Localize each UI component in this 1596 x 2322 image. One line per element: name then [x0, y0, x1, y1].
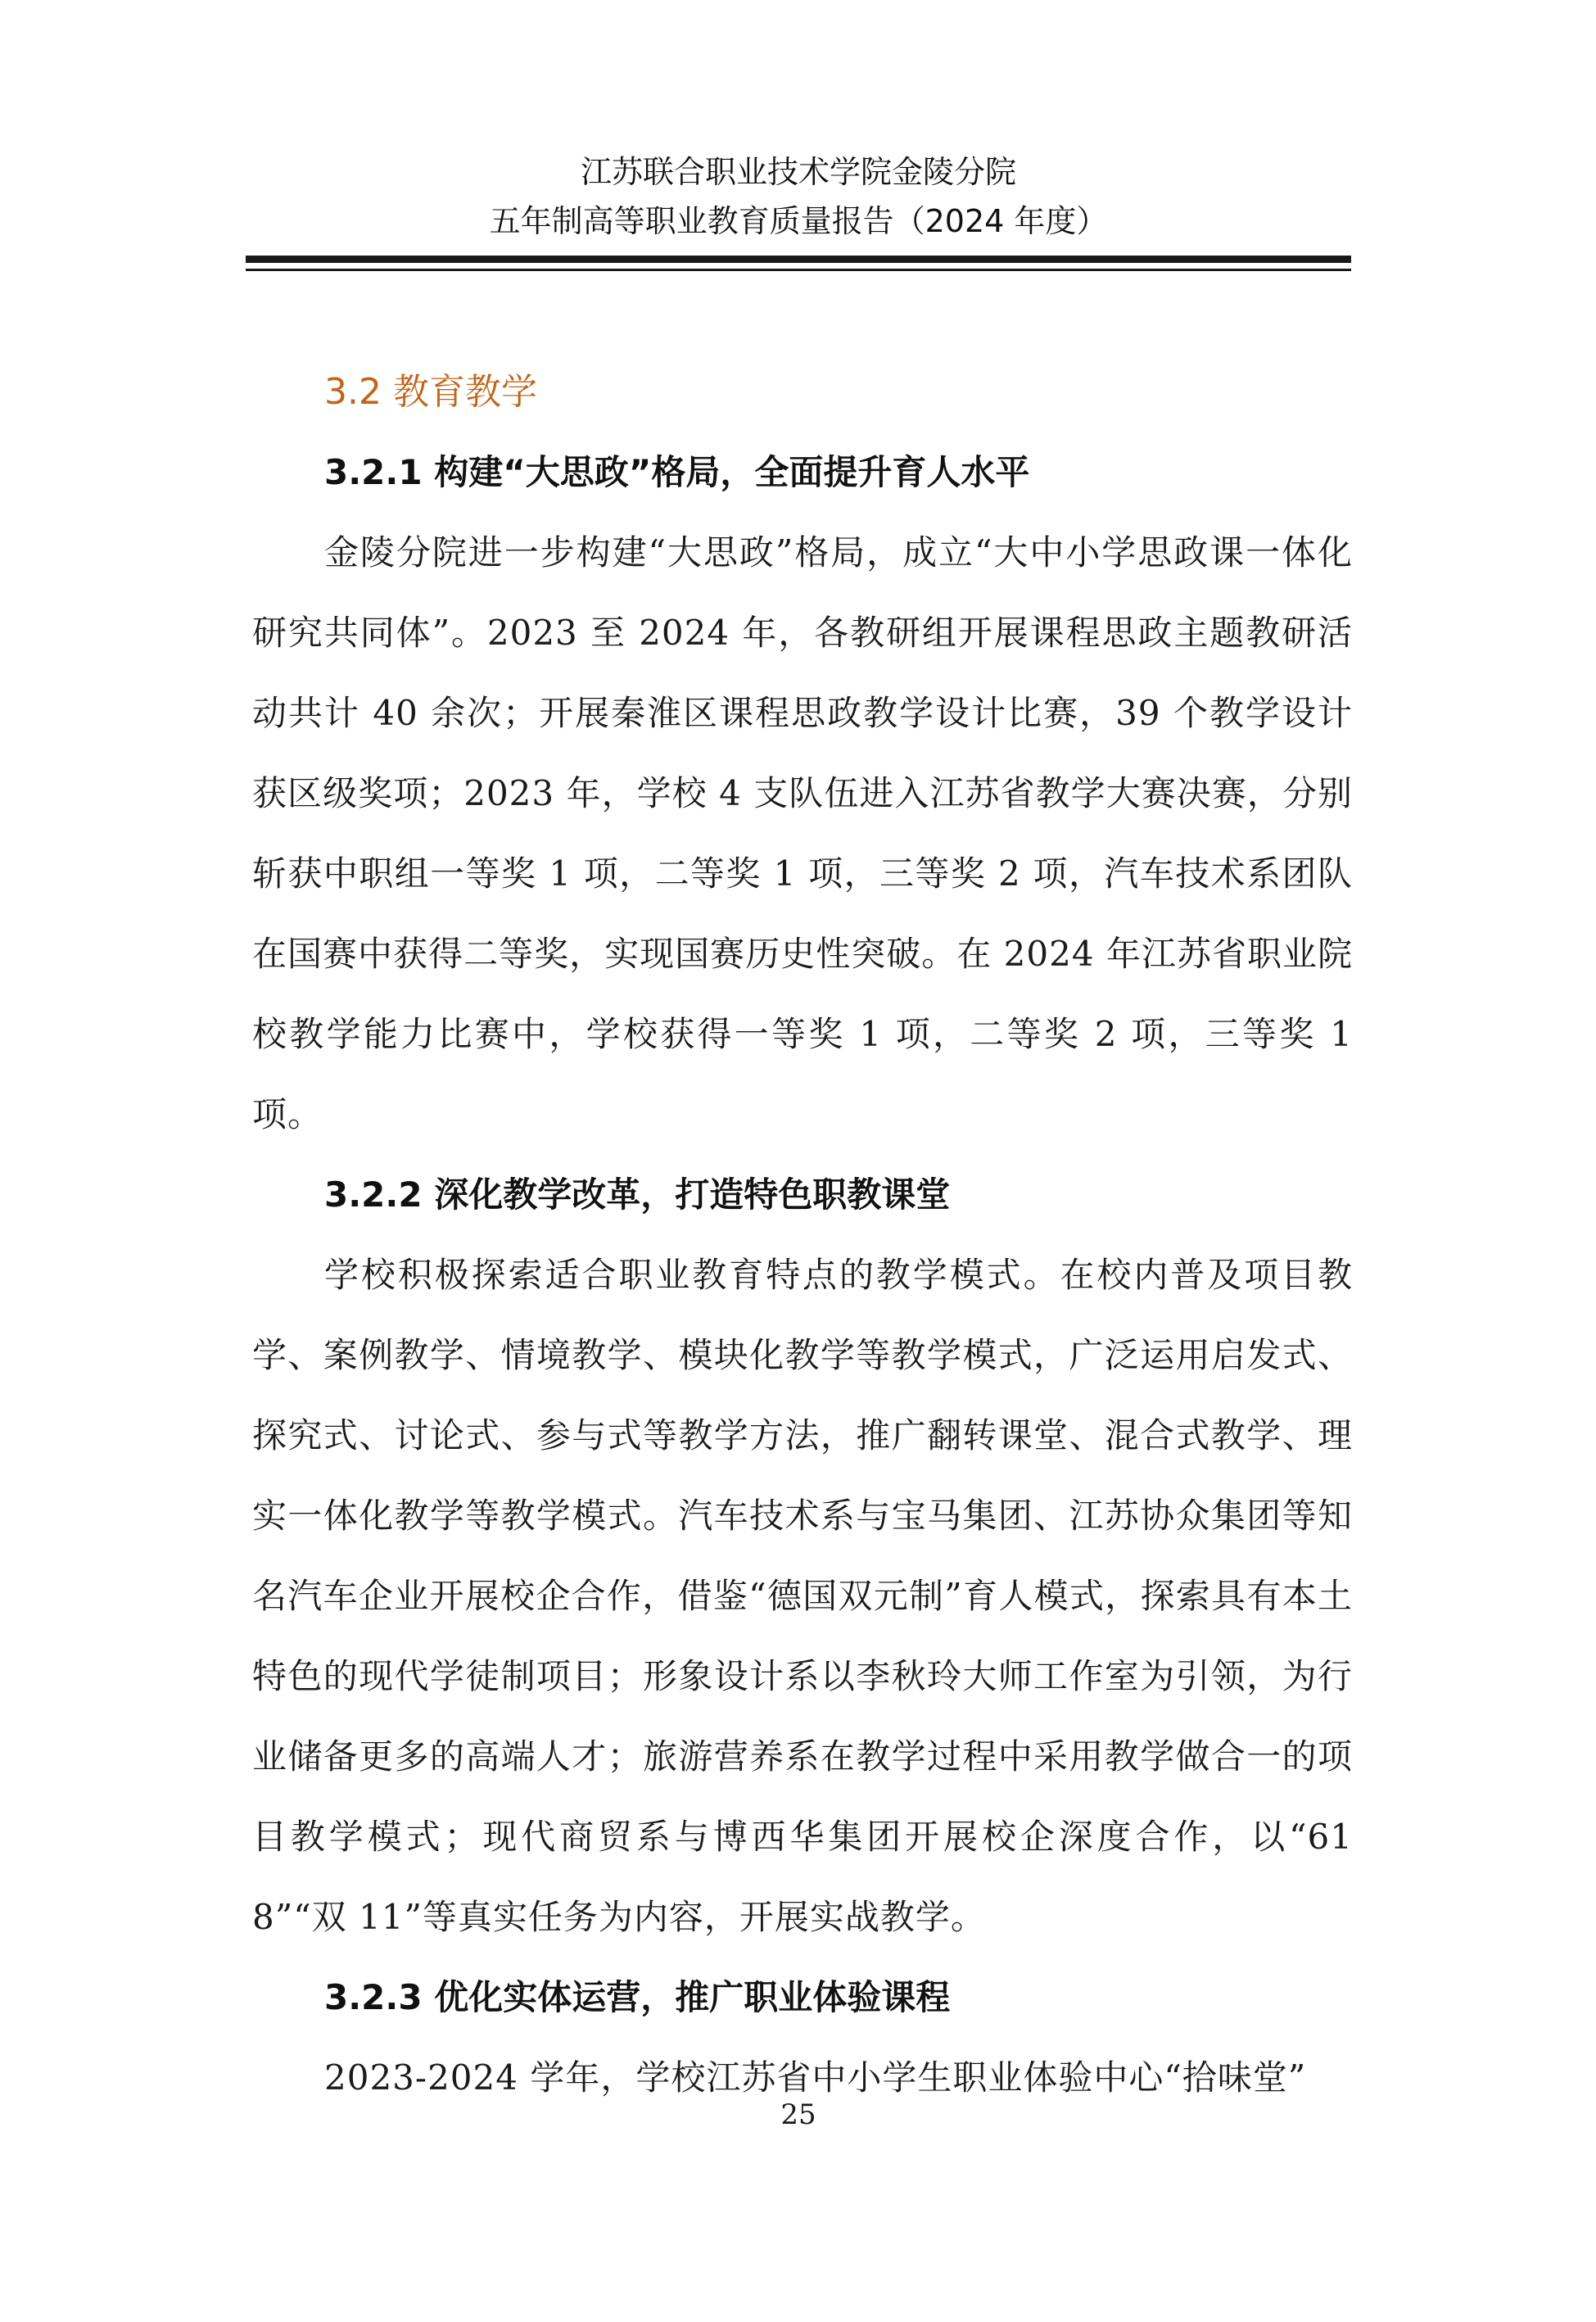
page-content — [252, 352, 1353, 2118]
subsection-title: 3.2.3 优化实体运营，推广职业体验课程 — [324, 1977, 951, 2017]
page-number: 25 — [780, 2098, 816, 2131]
paragraph: 学校积极探索适合职业教育特点的教学模式。在校内普及项目教学、案例教学、情境教学、模块化教学等教学模式，广泛运用启发式、探究式、讨论式、参与式等教学方法，推广翻转课堂、混合式教学、理实一体化教学等教学模式。汽车技术系与宝马集团、江苏协众集团等知名汽车企业开展校企合作，借鉴“德国双元制”育人模式，探索具有本土特色的现代学徒制项目；形象设计系以李秋玲大师工作室为引领，为行业储备更多的高端人才；旅游营养系在教学过程中采用教学做合一的项目教学模式；现代商贸系与博西华集团开展校企深度合作，以“618”“双 11”等真实任务为内容，开展实战教学。 — [252, 1255, 1353, 1937]
paragraph: 2023-2024 学年，学校江苏省中小学生职业体验中心“拾味堂” — [324, 2057, 1307, 2098]
header-title-line-2: 五年制高等职业教育质量报告（2024 年度） — [489, 203, 1108, 239]
subsection-title: 3.2.2 深化教学改革，打造特色职教课堂 — [324, 1175, 951, 1215]
header-divider-thick — [246, 256, 1351, 263]
paragraph: 金陵分院进一步构建“大思政”格局，成立“大中小学思政课一体化研究共同体”。2023 至 2024 年，各教研组开展课程思政主题教研活动共计 40 余次；开展秦淮区课程思政教学设计比赛，39 个教学设计获区级奖项；2023 年，学校 4 支队伍进入江苏省教学大赛决赛，分别斩获中职组一等奖 1 项，二等奖 1 项，三等奖 2 项，汽车技术系团队在国赛中获得二等奖，实现国赛历史性突破。在 2024 年江苏省职业院校教学能力比赛中，学校获得一等奖 1 项，二等奖 2 项，三等奖 1 项。 — [252, 532, 1353, 1134]
page-header — [246, 147, 1351, 246]
subsection-title: 3.2.1 构建“大思政”格局，全面提升育人水平 — [324, 452, 1030, 492]
header-divider-thin — [246, 269, 1351, 271]
header-title-line-1: 江苏联合职业技术学院金陵分院 — [580, 154, 1016, 190]
section-title: 3.2 教育教学 — [324, 371, 537, 413]
